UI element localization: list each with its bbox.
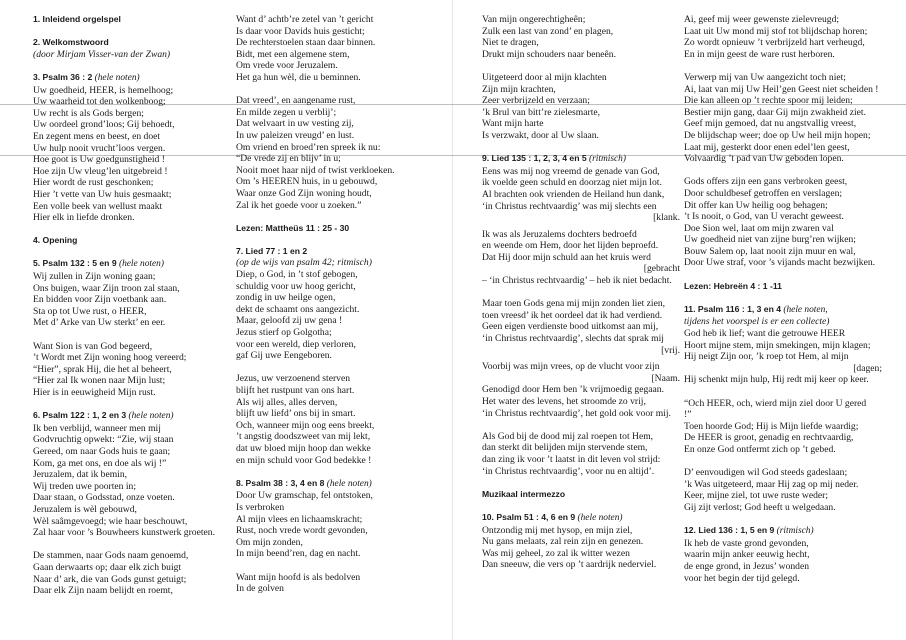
spacer bbox=[684, 165, 896, 177]
verse-line: Wèl saâmgevoegd; wie haar beschouwt, bbox=[33, 515, 188, 527]
column-4 bbox=[684, 14, 896, 584]
verse-line: ’k Was uitgeteerd, maar Hij zag op mij neder. bbox=[684, 478, 859, 490]
verse-line: Is verbroken bbox=[236, 501, 285, 513]
verse-line: Bestier mijn gang, daar Gij mijn zwakheid ziet. bbox=[684, 106, 866, 118]
verse-line: Hier is in eeuwigheid Mijn rust. bbox=[33, 387, 156, 398]
section-heading bbox=[33, 235, 245, 247]
section-heading bbox=[33, 14, 245, 26]
section-heading bbox=[684, 304, 896, 317]
verse-line: toen vreesd’ ik het oordeel dat ik had verdiend. bbox=[482, 309, 663, 321]
spacer bbox=[684, 514, 896, 526]
section-heading-note: (hele noten) bbox=[324, 478, 372, 489]
verse-line: en mijn schuld voor God bedekke ! bbox=[236, 454, 372, 466]
verse-line: Hij schenkt mijn hulp, Hij redt mij keer op keer. bbox=[684, 374, 869, 386]
spacer bbox=[33, 247, 245, 259]
section-heading-text: 7. Lied 77 : 1 en 2 bbox=[236, 245, 308, 256]
section-heading-note: (hele noten) bbox=[116, 259, 164, 270]
verse-line: Wij treden uwe poorten in; bbox=[33, 480, 136, 492]
verse-line: Door Uw gramschap, fel ontstoken, bbox=[236, 490, 373, 502]
verse-line: en weende om Hem, door het lijden beproefd. bbox=[482, 240, 659, 252]
verse-line: ik voelde geen schuld en doorzag niet mijn lot. bbox=[482, 177, 662, 189]
verse-line: Hoe zijn Uw vleug’len uitgebreid ! bbox=[33, 165, 168, 177]
verse-line: Sta op tot Uwe rust, o HEER, bbox=[33, 305, 147, 317]
section-heading-text: 3. Psalm 36 : 2 bbox=[33, 71, 93, 82]
verse-line: Nooit moet haar nijd of twist verkloeken. bbox=[236, 164, 395, 176]
spacer bbox=[482, 477, 694, 489]
section-heading-text: Muzikaal intermezzo bbox=[482, 488, 566, 499]
verse-line: Volvaardig ’t pad van Uw geboden lopen. bbox=[684, 153, 844, 165]
section-heading-text: 11. Psalm 116 : 1, 3 en 4 bbox=[684, 303, 781, 314]
spacer bbox=[236, 362, 448, 374]
verse-line: Zeer verbrijzeld en verzaan; bbox=[482, 95, 590, 107]
verse-line: Dat vreed’, en aangename rust, bbox=[236, 95, 356, 107]
verse-line: Jeruzalem, dat ik bemin, bbox=[33, 469, 128, 481]
verse-line: Jezus, uw verzoenend sterven bbox=[236, 373, 351, 385]
verse-line: Was mij geheel, zo zal ik witter wezen bbox=[482, 547, 630, 559]
spacer bbox=[33, 60, 245, 72]
verse-line: Kom, ga met ons, en doe als wij !” bbox=[33, 457, 167, 469]
verse-line: Uw goedheid, HEER, is hemelhoog; bbox=[33, 84, 174, 96]
section-heading-text: 10. Psalm 51 : 4, 6 en 9 bbox=[482, 511, 576, 522]
verse-line-continuation: [gebracht bbox=[643, 263, 680, 275]
verse-line: Is daar voor Davids huis gesticht; bbox=[236, 25, 365, 37]
verse-line: Gij zijt verlost; God heeft u welgedaan. bbox=[684, 501, 836, 513]
verse-line: Niet te dragen, bbox=[482, 37, 539, 49]
verse-line: ‘in Christus rechtvaardig’, het gold ook voor mij. bbox=[482, 407, 671, 419]
verse-line-continuation: [klank. bbox=[653, 212, 680, 224]
verse-line: Al brachten ook vrienden de Heiland hun dank, bbox=[482, 188, 665, 200]
verse-line: Uw recht is als Gods bergen; bbox=[33, 107, 144, 119]
verse-line: Zal haar voor ’s Bouwheers kunstwerk groeten. bbox=[33, 527, 215, 539]
verse-line: De blijdschap weer; doe op Uw heil mijn hopen; bbox=[684, 129, 871, 141]
verse-line: De HEER is groot, genadig en rechtvaardig, bbox=[684, 432, 854, 444]
verse-line: Waar onze God Zijn woning houdt, bbox=[236, 187, 372, 199]
verse-line: blijft uw liefd’ ons bij in smart. bbox=[236, 408, 356, 420]
verse-line: Maar toen Gods gena mij mijn zonden liet zien, bbox=[482, 298, 666, 310]
verse-line: Verwerp mij van Uw aangezicht toch niet; bbox=[684, 71, 846, 83]
verse-line: Naar d’ ark, die van Gods gunst getuigt; bbox=[33, 573, 187, 585]
verse-line: D’ eenvoudigen wil God steeds gadeslaan; bbox=[684, 467, 848, 479]
verse-line: Jezus stierf op Golgotha; bbox=[236, 327, 332, 339]
section-heading-text: 6. Psalm 122 : 1, 2 en 3 bbox=[33, 410, 127, 421]
verse-line: Laat uit Uw mond mij stof tot blijdschap horen; bbox=[684, 25, 868, 37]
verse-line: Rust, noch vrede wordt gevonden, bbox=[236, 525, 368, 537]
verse-line: Gereed, om naar Gods huis te gaan; bbox=[33, 445, 171, 457]
verse-line: Hij neigt Zijn oor, ’k roep tot Hem, al mijn bbox=[684, 351, 849, 363]
verse-line-continuation: [vrij. bbox=[661, 344, 680, 356]
spacer bbox=[236, 466, 448, 478]
section-heading-text: 12. Lied 136 : 1, 5 en 9 bbox=[684, 525, 775, 536]
verse-line: Ons buigen, waar Zijn troon zal staan, bbox=[33, 282, 180, 294]
verse-line: Uw oordeel grond’loos; Gij behoedt, bbox=[33, 119, 175, 131]
section-heading-text: 8. Psalm 38 : 3, 4 en 8 bbox=[236, 477, 325, 488]
section-heading bbox=[236, 478, 448, 491]
verse-line: Diep, o God, in ’t stof gebogen, bbox=[236, 269, 358, 281]
spacer bbox=[482, 142, 694, 154]
spacer bbox=[236, 84, 448, 96]
verse-line: En zegent mens en beest, en doet bbox=[33, 130, 161, 142]
section-heading-note: (ritmisch) bbox=[586, 154, 626, 165]
verse-line: God heb ik lief; want die getrouwe HEER bbox=[684, 328, 846, 340]
section-heading-note: (hele noten, bbox=[781, 304, 828, 315]
section-heading bbox=[33, 258, 245, 271]
verse-line: – ‘in Christus rechtvaardig’ – heb ik niet bedacht. bbox=[482, 275, 672, 287]
verse-line: Want mijn harte bbox=[482, 118, 544, 130]
section-note: (op de wijs van psalm 42; ritmisch) bbox=[236, 257, 372, 269]
spacer bbox=[482, 419, 694, 431]
verse-line: Die kan alleen op ’t rechte spoor mij leiden; bbox=[684, 95, 853, 107]
verse-line: dan sterkt dit belijden mijn stervende stem, bbox=[482, 442, 648, 454]
verse-line: En in mijn geest de ware rust herboren. bbox=[684, 48, 835, 60]
verse-line: Uw goedheid niet van zijne burg’ren wijken; bbox=[684, 234, 856, 246]
verse-line: Ik was als Jeruzalems dochters bedroefd bbox=[482, 228, 637, 240]
verse-line: Nu gans melaats, zal rein zijn en genezen. bbox=[482, 536, 644, 548]
section-heading bbox=[482, 512, 694, 525]
spacer bbox=[482, 500, 694, 512]
verse-line: Als wij alles, alles derven, bbox=[236, 396, 338, 408]
verse-line: In mijn beend’ren, dag en nacht. bbox=[236, 548, 361, 560]
section-heading bbox=[684, 281, 896, 293]
verse-line: Met d’ Arke van Uw sterkt’ en eer. bbox=[33, 317, 166, 329]
verse-line: Hoe goot is Uw goedgunstigheid ! bbox=[33, 154, 165, 166]
section-heading bbox=[482, 153, 694, 166]
verse-line: En milde zegen u verblij’; bbox=[236, 106, 337, 118]
verse-line: Toen hoorde God; Hij is Mijn liefde waardig; bbox=[684, 420, 859, 432]
verse-line: Geen eigen verdienste bood uitkomst aan mij, bbox=[482, 321, 659, 333]
verse-line: “De vrede zij en blijv’ in u; bbox=[236, 153, 341, 165]
verse-line: Van mijn ongerechtigheên; bbox=[482, 14, 586, 25]
verse-line: Om ’s HEEREN huis, in u gebouwd, bbox=[236, 176, 378, 188]
verse-line: Want Sion is van God begeerd, bbox=[33, 340, 153, 352]
verse-line: De stammen, naar Gods naam genoemd, bbox=[33, 550, 189, 562]
verse-line: Het ga hun wèl, die u beminnen. bbox=[236, 71, 361, 83]
verse-line: Het water des levens, het stroomde zo vrij, bbox=[482, 396, 646, 407]
spacer bbox=[482, 60, 694, 72]
verse-line: En onze God ontfermt zich op ’t gebed. bbox=[684, 443, 836, 455]
verse-line: Ai, geef mij weer gewenste zielevreugd; bbox=[684, 14, 840, 25]
section-heading-text: Lezen: Hebreën 4 : 1 -11 bbox=[684, 280, 782, 291]
spacer bbox=[236, 211, 448, 223]
verse-line: ‘in Christus rechtvaardig’, voor nu en altijd’. bbox=[482, 465, 655, 477]
spacer bbox=[33, 539, 245, 551]
verse-line: Gods offers zijn een gans verbroken geest, bbox=[684, 176, 848, 188]
verse-line: Ik ben verblijd, wanneer men mij bbox=[33, 422, 161, 434]
verse-line: dat uw bloed mijn hoop dan wekke bbox=[236, 442, 371, 454]
verse-line-continuation: [dagen; bbox=[853, 362, 882, 374]
section-heading-text: 9. Lied 135 : 1, 2, 3, 4 en 5 bbox=[482, 153, 587, 164]
spacer bbox=[684, 292, 896, 304]
verse-line: Ai, laat van mij Uw Heil’gen Geest niet scheiden ! bbox=[684, 83, 879, 95]
spacer bbox=[236, 560, 448, 572]
section-heading-text: 5. Psalm 132 : 5 en 9 bbox=[33, 258, 117, 269]
verse-line: Uitgeteerd door al mijn klachten bbox=[482, 71, 607, 83]
verse-line: “Och HEER, och, wierd mijn ziel door U gered bbox=[684, 397, 867, 409]
spacer bbox=[33, 399, 245, 411]
verse-line: De rechterstoelen staan daar binnen. bbox=[236, 37, 376, 49]
verse-line: Uw waarheid tot den wolkenboog; bbox=[33, 96, 166, 108]
verse-line: En bidden voor Zijn voetbank aan. bbox=[33, 294, 167, 306]
section-heading-note: (hele noten) bbox=[575, 512, 623, 523]
verse-line: zondig in uw heilge ogen, bbox=[236, 292, 336, 304]
verse-line: Bidt, met een algemene stem, bbox=[236, 48, 350, 60]
spacer bbox=[33, 26, 245, 38]
verse-line: gaf Gij uwe Eengeboren. bbox=[236, 350, 332, 362]
verse-line: Dat welvaart in uw vesting zij, bbox=[236, 118, 354, 130]
section-heading-note: (hele noten) bbox=[126, 411, 174, 422]
verse-line: Dat Hij door mijn schuld aan het kruis werd bbox=[482, 251, 651, 263]
verse-line: ‘in Christus rechtvaardig’, slechts dat sprak mij bbox=[482, 333, 664, 345]
section-heading-text: 1. Inleidend orgelspel bbox=[33, 14, 121, 24]
verse-line: Door Uwe straf, voor ’s vijands macht bezwijken. bbox=[684, 257, 876, 269]
verse-line: Als God bij de dood mij zal roepen tot Hem, bbox=[482, 430, 654, 442]
verse-line: Wij zullen in Zijn woning gaan; bbox=[33, 271, 156, 283]
column-3 bbox=[482, 14, 694, 571]
verse-line: Want d’ achtb’re zetel van ’t gericht bbox=[236, 14, 374, 25]
verse-line: Om mijn zonden, bbox=[236, 536, 303, 548]
spacer bbox=[684, 456, 896, 468]
verse-line: Dit offer kan Uw heilig oog behagen; bbox=[684, 199, 828, 211]
verse-line: de enge grond, in Jezus’ wonden bbox=[684, 560, 810, 572]
verse-line: Laat mij, gesterkt door enen edel’len geest, bbox=[684, 141, 850, 153]
section-heading bbox=[33, 72, 245, 85]
verse-line-continuation: [Naam. bbox=[651, 372, 680, 384]
verse-line: Daar elk Zijn naam belijdt en roemt, bbox=[33, 585, 173, 597]
section-heading bbox=[482, 489, 694, 501]
verse-line: “Hier”, sprak Hij, die het al beheert, bbox=[33, 363, 172, 375]
spacer bbox=[482, 287, 694, 299]
verse-line: Och, wanneer mijn oog eens breekt, bbox=[236, 419, 375, 431]
section-note: tijdens het voorspel is er een collecte) bbox=[684, 316, 830, 328]
verse-line: Keer, mijne ziel, tot uwe ruste weder; bbox=[684, 490, 828, 502]
verse-line: schuldig voor uw hoog gericht, bbox=[236, 280, 356, 292]
verse-line: Daar staan, o Godsstad, onze voeten. bbox=[33, 492, 175, 504]
spacer bbox=[236, 234, 448, 246]
verse-line: Bouw Salem op, laat nooit zijn muur en wal, bbox=[684, 245, 856, 257]
section-heading-text: 2. Welkomstwoord bbox=[33, 37, 109, 48]
verse-line: voor het begin der tijd gelegd. bbox=[684, 572, 800, 584]
spacer bbox=[684, 269, 896, 281]
verse-line: “Hier zal Ik wonen naar Mijn lust; bbox=[33, 375, 166, 387]
section-heading bbox=[236, 246, 448, 258]
verse-line: Al mijn vlees en lichaamskracht; bbox=[236, 513, 363, 525]
verse-line: Hier ’t vette van Uw huis gesmaakt; bbox=[33, 188, 172, 200]
section-heading-text: Lezen: Mattheüs 11 : 25 - 30 bbox=[236, 222, 350, 233]
verse-line: Eens was mij nog vreemd de genade van God, bbox=[482, 165, 660, 177]
verse-line: Godvruchtig opwekt: “Zie, wij staan bbox=[33, 434, 174, 446]
verse-line: Doe Sion wel, laat om mijn zwaren val bbox=[684, 222, 834, 234]
verse-line: Dan sneeuw, die vers op ’t aardrijk nederviel. bbox=[482, 559, 657, 571]
verse-line: Is verzwakt, door al Uw slaan. bbox=[482, 129, 599, 141]
verse-line: Hier elk in liefde dronken. bbox=[33, 212, 135, 224]
verse-line: ’t angstig doodszweet van mij lekt, bbox=[236, 431, 371, 443]
verse-line: Jeruzalem is wèl gebouwd, bbox=[33, 503, 137, 515]
verse-line: ‘in Christus rechtvaardig’ was mij slechts een bbox=[482, 200, 657, 212]
verse-line: !” bbox=[684, 409, 692, 421]
column-1 bbox=[33, 14, 245, 597]
verse-line: Voorbij was mijn vrees, op de vlucht voor zijn bbox=[482, 361, 660, 373]
verse-line: dekt de schaamt ons aangezicht. bbox=[236, 303, 360, 315]
verse-line: waarin mijn anker eeuwig hecht, bbox=[684, 549, 810, 561]
section-heading bbox=[33, 37, 245, 49]
verse-line: Drukt mijn schouders naar beneên. bbox=[482, 48, 617, 60]
verse-line: Zal ik het goede voor u zoeken.” bbox=[236, 199, 362, 211]
verse-line: blijft het rustpunt van ons hart. bbox=[236, 385, 355, 396]
verse-line: ’k Brul van bitt’re zielesmarte, bbox=[482, 106, 601, 118]
verse-line: Uw hulp nooit vrucht’loos vergen. bbox=[33, 142, 166, 154]
section-heading-note: (ritmisch) bbox=[774, 526, 814, 537]
verse-line: Om vriend en broed’ren spreek ik nu: bbox=[236, 141, 381, 153]
page-fold bbox=[452, 0, 453, 640]
verse-line: voor een wereld, diep verloren, bbox=[236, 338, 356, 350]
spacer bbox=[684, 386, 896, 398]
section-heading bbox=[684, 525, 896, 538]
verse-line: In uw paleizen vreugd’ en lust. bbox=[236, 129, 355, 141]
section-note: (door Mirjam Visser-van der Zwan) bbox=[33, 48, 171, 60]
verse-line: Hier wordt de rust geschonken; bbox=[33, 177, 154, 189]
verse-line: Een volle beek van wellust maakt bbox=[33, 200, 163, 212]
verse-line: Door schuldbesef getroffen en verslagen; bbox=[684, 187, 843, 199]
spacer bbox=[33, 329, 245, 341]
verse-line: ’t Wordt met Zijn woning hoog vereerd; bbox=[33, 352, 187, 364]
spacer bbox=[684, 60, 896, 72]
verse-line: Gaan derwaarts op; daar elk zich buigt bbox=[33, 561, 182, 573]
verse-line: Ontzondig mij met hysop, en mijn ziel, bbox=[482, 524, 633, 536]
section-heading bbox=[33, 410, 245, 423]
verse-line: Ik heb de vaste grond gevonden, bbox=[684, 537, 809, 549]
verse-line: Om vrede voor Jeruzalem. bbox=[236, 60, 338, 72]
verse-line: Zo wordt opnieuw ’t verbrijzeld hart verheugd, bbox=[684, 37, 865, 49]
column-2 bbox=[236, 14, 448, 595]
section-heading-text: 4. Opening bbox=[33, 235, 78, 246]
verse-line: ’t Is nooit, o God, van U veracht geweest. bbox=[684, 211, 844, 223]
section-heading-note: (hele noten) bbox=[92, 72, 140, 83]
verse-line: dan zing ik voor ’t laatst in dit leven vol strijd: bbox=[482, 453, 661, 465]
spacer bbox=[33, 224, 245, 236]
verse-line: Zulk een last van zond’ en plagen, bbox=[482, 25, 614, 37]
verse-line: Zijn mijn krachten, bbox=[482, 83, 556, 95]
verse-line: Hoort mijne stem, mijn smekingen, mijn klagen; bbox=[684, 339, 871, 351]
verse-line: Geef mijn gemoed, dat nu angstvallig vreest, bbox=[684, 118, 857, 130]
verse-line: Genodigd door Hem ben ’k vrijmoedig gegaan. bbox=[482, 384, 664, 396]
verse-line: In de golven bbox=[236, 583, 284, 595]
section-heading bbox=[236, 223, 448, 235]
verse-line: Want mijn hoofd is als bedolven bbox=[236, 571, 361, 583]
verse-line: Maar, geloofd zij uw gena ! bbox=[236, 315, 343, 327]
